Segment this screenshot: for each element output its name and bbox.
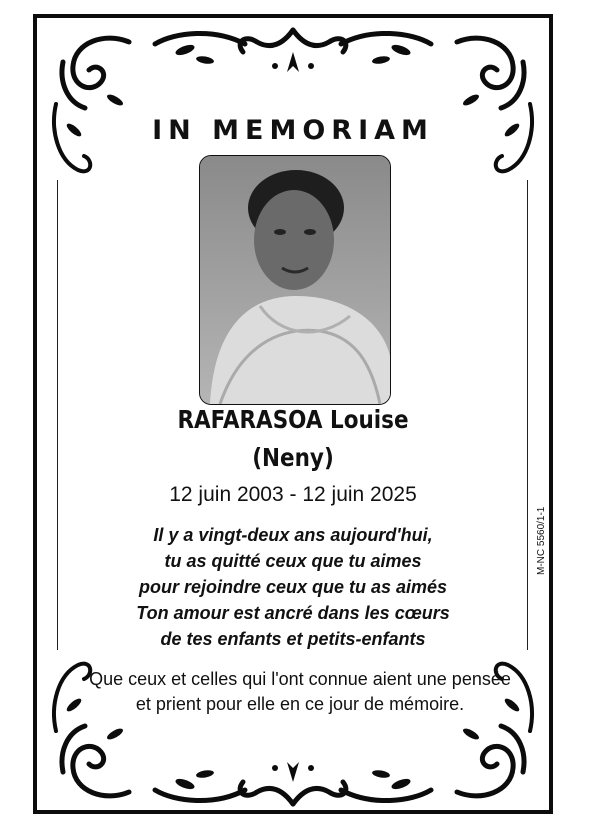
portrait-photo [199,155,391,405]
poem-line: pour rejoindre ceux que tu as aimés [138,577,448,597]
portrait-icon [200,156,390,404]
bottom-ornament-icon [45,720,541,812]
prayer-request [60,667,540,717]
deceased-name: RAFARASOA Louise [177,405,409,434]
prayer-line: et prient pour elle en ce jour de mémoire. [135,694,465,714]
poem-line: de tes enfants et petits-enfants [160,629,426,649]
reference-code: M-NC 5560/1-1 [536,506,547,575]
poem-line: tu as quitté ceux que tu aimes [164,551,422,571]
date-range: 12 juin 2003 - 12 juin 2025 [169,483,417,506]
memoriam-title: IN MEMORIAM [152,115,434,146]
prayer-line: Que ceux et celles qui l'ont connue aient une pensée [89,669,511,689]
tribute-poem [0,522,586,652]
deceased-nickname: (Neny) [252,443,334,472]
poem-line: Ton amour est ancré dans les cœurs [136,603,450,623]
poem-line: Il y a vingt-deux ans aujourd'hui, [153,525,433,545]
top-ornament-icon [45,22,541,112]
